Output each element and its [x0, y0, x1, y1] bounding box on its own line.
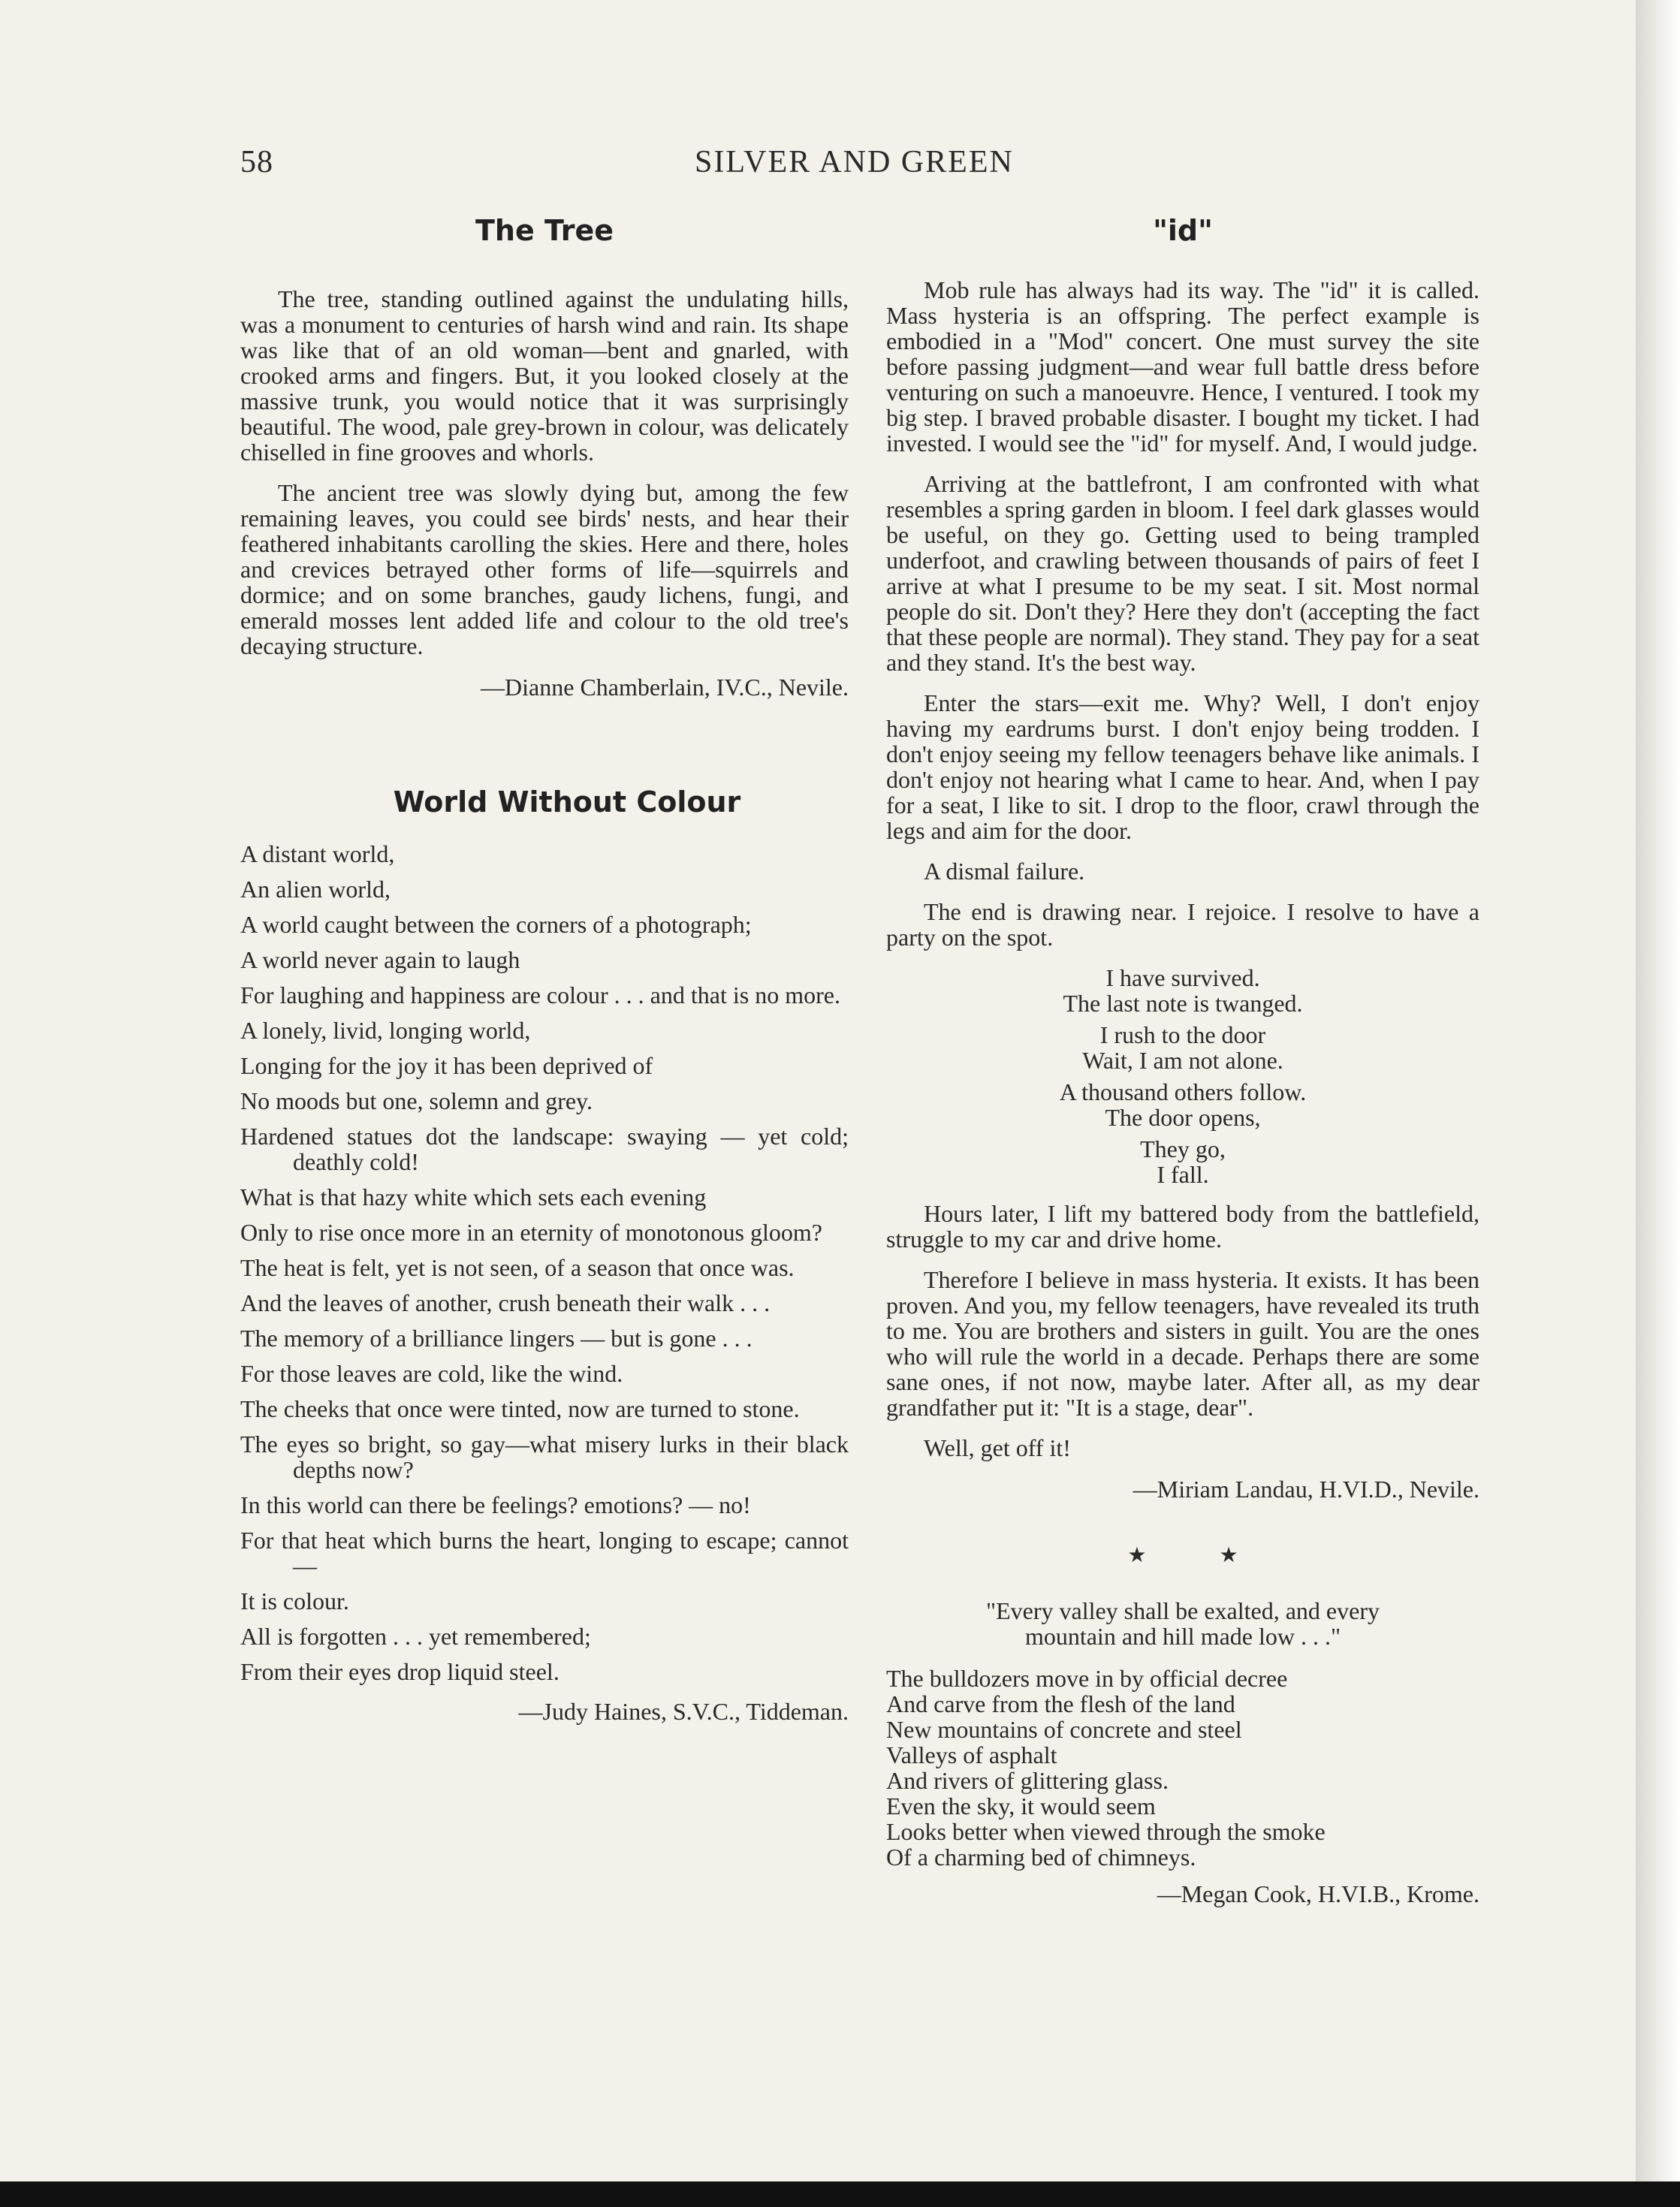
world-poem	[240, 841, 849, 1684]
id-paragraph: Arriving at the battlefront, I am confronted with what resembles a spring garden in bloom. I feel dark glasses would be useful, on they go. Getting used to being trampled underfoot, and crawling between thousands of pairs of feet I arrive at what I presume to be my seat. I sit. Most normal people do sit. Don't they? Here they don't (accepting the fact that these people are normal). They stand. They pay for a seat and they stand. It's the best way.	[886, 470, 1480, 676]
verse-line: I rush to the door	[1099, 1021, 1266, 1048]
poem-line: The bulldozers move in by official decree	[886, 1665, 1288, 1692]
poem-line: Valleys of asphalt	[886, 1741, 1057, 1768]
id-title: "id"	[1153, 214, 1213, 247]
valley-byline: —Megan Cook, H.VI.B., Krome.	[1157, 1880, 1479, 1907]
verse-group	[886, 965, 1479, 1016]
verse-group	[886, 1022, 1479, 1073]
tree-byline: —Dianne Chamberlain, IV.C., Nevile.	[481, 674, 849, 701]
id-byline: —Miriam Landau, H.VI.D., Nevile.	[1133, 1476, 1479, 1503]
running-header-title: SILVER AND GREEN	[695, 145, 1014, 179]
poem-line: Looks better when viewed through the smoke	[886, 1818, 1326, 1845]
verse-line: I have survived.	[1105, 964, 1260, 991]
poem-line: In this world can there be feelings? emotions? — no!	[240, 1491, 751, 1518]
poem-line: All is forgotten . . . yet remembered;	[240, 1623, 591, 1650]
id-paragraph: Hours later, I lift my battered body from the battlefield, struggle to my car and drive home.	[886, 1200, 1479, 1253]
poem-line: And rivers of glittering glass.	[886, 1767, 1169, 1794]
verse-line: Wait, I am not alone.	[1082, 1047, 1283, 1074]
poem-line: No moods but one, solemn and grey.	[240, 1087, 593, 1114]
verse-line: I fall.	[1157, 1161, 1209, 1188]
section-separator	[886, 1542, 1479, 1568]
id-paragraph: Mob rule has always had its way. The "id" it is called. Mass hysteria is an offspring. The perfect example is embodied in a "Mod" concert. One must survey the site before passing judgment—and wear full battle dress before venturing on such a manoeuvre. Hence, I ventured. I took my big step. I braved probable disaster. I bought my ticket. I had invested. I would see the "id" for myself. And, I would judge.	[886, 276, 1479, 457]
poem-line: A distant world,	[240, 840, 395, 867]
tree-title: The Tree	[475, 214, 614, 247]
poem-line: Even the sky, it would seem	[886, 1792, 1156, 1820]
epigraph-line: "Every valley shall be exalted, and every	[986, 1597, 1380, 1624]
epigraph-line: mountain and hill made low . . ."	[1024, 1623, 1341, 1650]
world-byline: —Judy Haines, S.V.C., Tiddeman.	[518, 1698, 849, 1725]
poem-line: And the leaves of another, crush beneath their walk . . .	[240, 1289, 771, 1316]
poem-line: Hardened statues dot the landscape: swaying — yet cold; deathly cold!	[240, 1123, 849, 1175]
poem-line: The memory of a brilliance lingers — but is gone . . .	[240, 1325, 753, 1352]
star-icon: ★	[1219, 1544, 1238, 1567]
id-paragraph: The end is drawing near. I rejoice. I resolve to have a party on the spot.	[886, 898, 1479, 951]
verse-group	[886, 1136, 1479, 1187]
poem-line: It is colour.	[240, 1587, 349, 1615]
verse-line: They go,	[1140, 1135, 1226, 1162]
id-paragraph: Therefore I believe in mass hysteria. It exists. It has been proven. And you, my fellow teenagers, have revealed its truth to me. You are brothers and sisters in guilt. You are the ones who will rule the world in a decade. Perhaps there are some sane ones, if not now, maybe later. After all, as my dear grandfather put it: "It is a stage, dear".	[886, 1266, 1479, 1421]
verse-line: A thousand others follow.	[1059, 1078, 1307, 1105]
page-edge-shadow	[1636, 0, 1680, 2207]
poem-line: Longing for the joy it has been deprived of	[240, 1052, 653, 1079]
tree-paragraph: The tree, standing outlined against the undulating hills, was a monument to centuries of harsh wind and rain. Its shape was like that of an old woman—bent and gnarled, with crooked arms and fingers. But, it you looked closely at the massive trunk, you would notice that it was surprisingly beautiful. The wood, pale grey-brown in colour, was delicately chiselled in fine grooves and whorls.	[240, 285, 849, 466]
poem-line: From their eyes drop liquid steel.	[240, 1658, 559, 1685]
poem-line: The cheeks that once were tinted, now are turned to stone.	[240, 1395, 800, 1422]
id-paragraph: Enter the stars—exit me. Why? Well, I don't enjoy having my eardrums burst. I don't enjoy being trodden. I don't enjoy seeing my fellow teenagers behave like animals. I don't enjoy not hearing what I came to hear. And, when I pay for a seat, I like to sit. I drop to the floor, crawl through the legs and aim for the door.	[886, 689, 1479, 844]
world-title: World Without Colour	[393, 785, 741, 819]
poem-line: New mountains of concrete and steel	[886, 1716, 1242, 1743]
poem-line: Only to rise once more in an eternity of monotonous gloom?	[240, 1219, 822, 1246]
id-paragraph: A dismal failure.	[924, 858, 1085, 885]
poem-line: For those leaves are cold, like the wind.	[240, 1360, 623, 1387]
poem-line: For that heat which burns the heart, longing to escape; cannot —	[240, 1527, 849, 1579]
scan-bottom-border	[0, 2181, 1680, 2207]
poem-line: The heat is felt, yet is not seen, of a season that once was.	[240, 1254, 795, 1281]
poem-line: And carve from the flesh of the land	[886, 1690, 1235, 1717]
poem-line: An alien world,	[240, 876, 391, 903]
poem-line: A lonely, livid, longing world,	[240, 1017, 531, 1044]
verse-group	[886, 1079, 1479, 1130]
poem-line: For laughing and happiness are colour . . . and that is no more.	[240, 981, 840, 1009]
right-column	[886, 214, 1479, 1908]
tree-paragraph: The ancient tree was slowly dying but, among the few remaining leaves, you could see birds' nests, and hear their feathered inhabitants carolling the skies. Here and there, holes and crevices betrayed other forms of life—squirrels and dormice; and on some branches, gaudy lichens, fungi, and emerald mosses lent added life and colour to the old tree's decaying structure.	[240, 479, 849, 659]
poem-line: A world caught between the corners of a photograph;	[240, 911, 752, 938]
valley-poem	[886, 1666, 1479, 1870]
page-number: 58	[240, 145, 273, 179]
verse-line: The door opens,	[1105, 1104, 1261, 1131]
id-paragraph: Well, get off it!	[924, 1434, 1071, 1461]
poem-line: Of a charming bed of chimneys.	[886, 1844, 1196, 1871]
poem-line: A world never again to laugh	[240, 946, 520, 973]
star-icon: ★	[1127, 1544, 1147, 1567]
left-column	[240, 214, 849, 1726]
poem-line: The eyes so bright, so gay—what misery lurks in their black depths now?	[240, 1431, 849, 1483]
poem-line: What is that hazy white which sets each evening	[240, 1183, 707, 1211]
verse-line: The last note is twanged.	[1063, 990, 1303, 1017]
